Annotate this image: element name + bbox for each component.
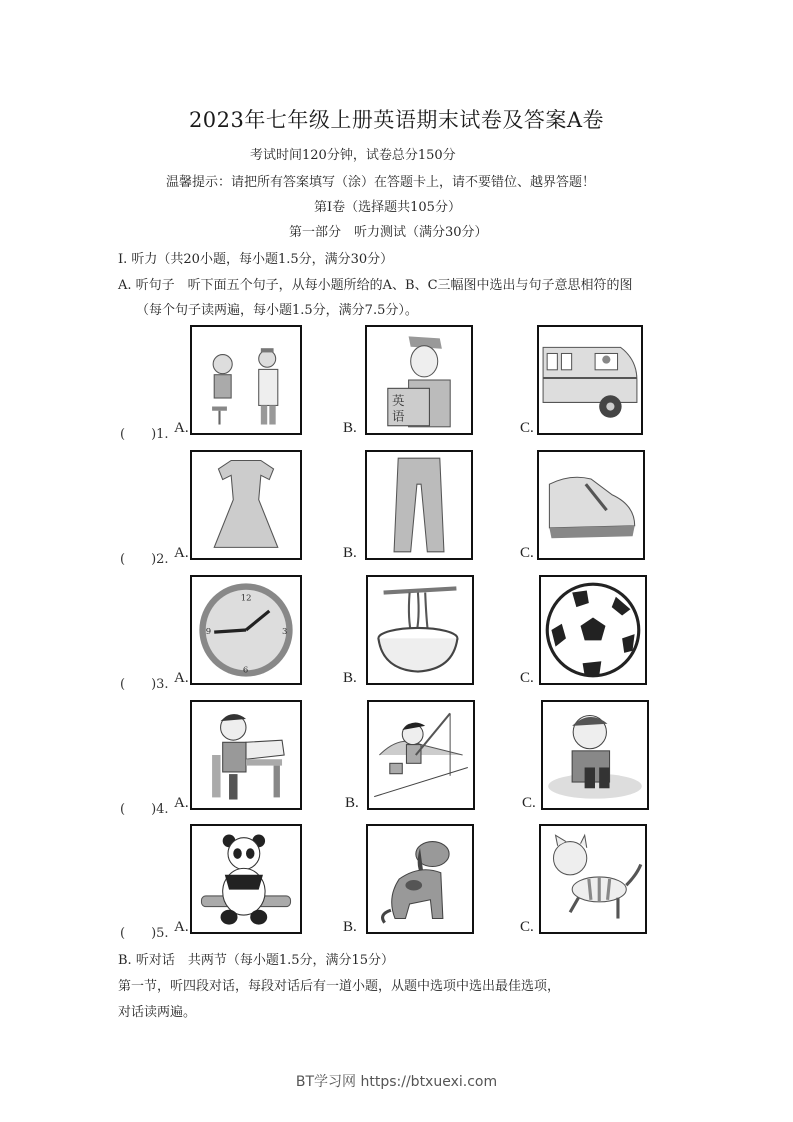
section-b-instruction-line1: 第一节，听四段对话，每段对话后有一道小题，从题中选项中选出最佳选项， bbox=[118, 979, 561, 994]
boy-writing-icon bbox=[192, 702, 300, 808]
boy-drinking-icon bbox=[543, 702, 647, 808]
q3-option-a-picture bbox=[190, 575, 302, 685]
q5-option-c-letter: C. bbox=[520, 919, 534, 935]
section-a-instruction-line2: （每个句子读两遍，每小题1.5分，满分7.5分）。 bbox=[136, 303, 418, 318]
q3-option-c-letter: C. bbox=[520, 670, 534, 686]
svg-text:3: 3 bbox=[282, 626, 288, 637]
q1-option-c-picture bbox=[537, 325, 643, 435]
q1-option-c-letter: C. bbox=[520, 420, 534, 436]
bus-icon bbox=[539, 327, 641, 433]
dog-icon bbox=[368, 826, 472, 932]
svg-text:12: 12 bbox=[240, 592, 252, 603]
part-heading: 第一部分 听力测试（满分30分） bbox=[289, 225, 488, 240]
q2-option-a-letter: A. bbox=[174, 545, 189, 561]
bowl-of-noodles-icon bbox=[368, 577, 472, 683]
question-5-label: ( )5. bbox=[120, 926, 169, 941]
q2-option-b-picture bbox=[365, 450, 473, 560]
exam-tip: 温馨提示：请把所有答案填写（涂）在答题卡上，请不要错位、越界答题！ bbox=[166, 175, 596, 190]
clock-icon bbox=[192, 577, 300, 683]
section-i-heading: I. 听力（共20小题，每小题1.5分，满分30分） bbox=[118, 252, 394, 267]
q4-option-a-picture bbox=[190, 700, 302, 810]
tiger-icon bbox=[541, 826, 645, 932]
watermark-footer: BT学习网 https://btxuexi.com bbox=[295, 1074, 498, 1090]
q3-option-b-letter: B. bbox=[343, 670, 357, 686]
q1-option-b-letter: B. bbox=[343, 420, 357, 436]
q2-option-c-letter: C. bbox=[520, 545, 534, 561]
page-title: 2023年七年级上册英语期末试卷及答案A卷 bbox=[188, 108, 605, 132]
q2-option-b-letter: B. bbox=[343, 545, 357, 561]
q1-option-b-picture bbox=[365, 325, 473, 435]
svg-text:9: 9 bbox=[205, 626, 212, 637]
q3-option-b-picture bbox=[366, 575, 474, 685]
patient-and-doctor-icon bbox=[192, 327, 300, 433]
section-a-instruction-line1: A. 听句子 听下面五个句子，从每小题所给的A、B、C三幅图中选出与句子意思相符的图 bbox=[118, 278, 633, 293]
soccer-ball-icon bbox=[541, 577, 645, 683]
question-3-label: ( )3. bbox=[120, 677, 169, 692]
q4-option-c-letter: C. bbox=[522, 795, 536, 811]
svg-text:6: 6 bbox=[242, 664, 249, 675]
volume-heading: 第Ⅰ卷（选择题共105分） bbox=[314, 200, 461, 215]
q1-option-a-picture bbox=[190, 325, 302, 435]
dress-icon bbox=[192, 452, 300, 558]
q3-option-c-picture bbox=[539, 575, 647, 685]
man-holding-newspaper-icon bbox=[367, 327, 471, 433]
trousers-icon bbox=[367, 452, 471, 558]
question-1-label: ( )1. bbox=[120, 427, 169, 442]
question-2-label: ( )2. bbox=[120, 552, 169, 567]
exam-info: 考试时间120分钟，试卷总分150分 bbox=[250, 148, 456, 163]
q2-option-c-picture bbox=[537, 450, 645, 560]
panda-icon bbox=[192, 826, 300, 932]
q5-option-c-picture bbox=[539, 824, 647, 934]
svg-text:英: 英 bbox=[391, 392, 405, 408]
q4-option-b-picture bbox=[367, 700, 475, 810]
q1-option-a-letter: A. bbox=[174, 420, 189, 436]
q2-option-a-picture bbox=[190, 450, 302, 560]
sneaker-icon bbox=[539, 452, 643, 558]
section-b-heading: B. 听对话 共两节（每小题1.5分，满分15分） bbox=[118, 953, 395, 968]
q5-option-a-picture bbox=[190, 824, 302, 934]
q5-option-b-letter: B. bbox=[343, 919, 357, 935]
q5-option-a-letter: A. bbox=[174, 919, 189, 935]
boy-fishing-icon bbox=[369, 702, 473, 808]
q5-option-b-picture bbox=[366, 824, 474, 934]
q3-option-a-letter: A. bbox=[174, 670, 189, 686]
q4-option-c-picture bbox=[541, 700, 649, 810]
question-4-label: ( )4. bbox=[120, 802, 169, 817]
q4-option-a-letter: A. bbox=[174, 795, 189, 811]
svg-text:语: 语 bbox=[391, 408, 405, 424]
section-b-instruction-line2: 对话读两遍。 bbox=[118, 1005, 197, 1020]
q4-option-b-letter: B. bbox=[345, 795, 359, 811]
